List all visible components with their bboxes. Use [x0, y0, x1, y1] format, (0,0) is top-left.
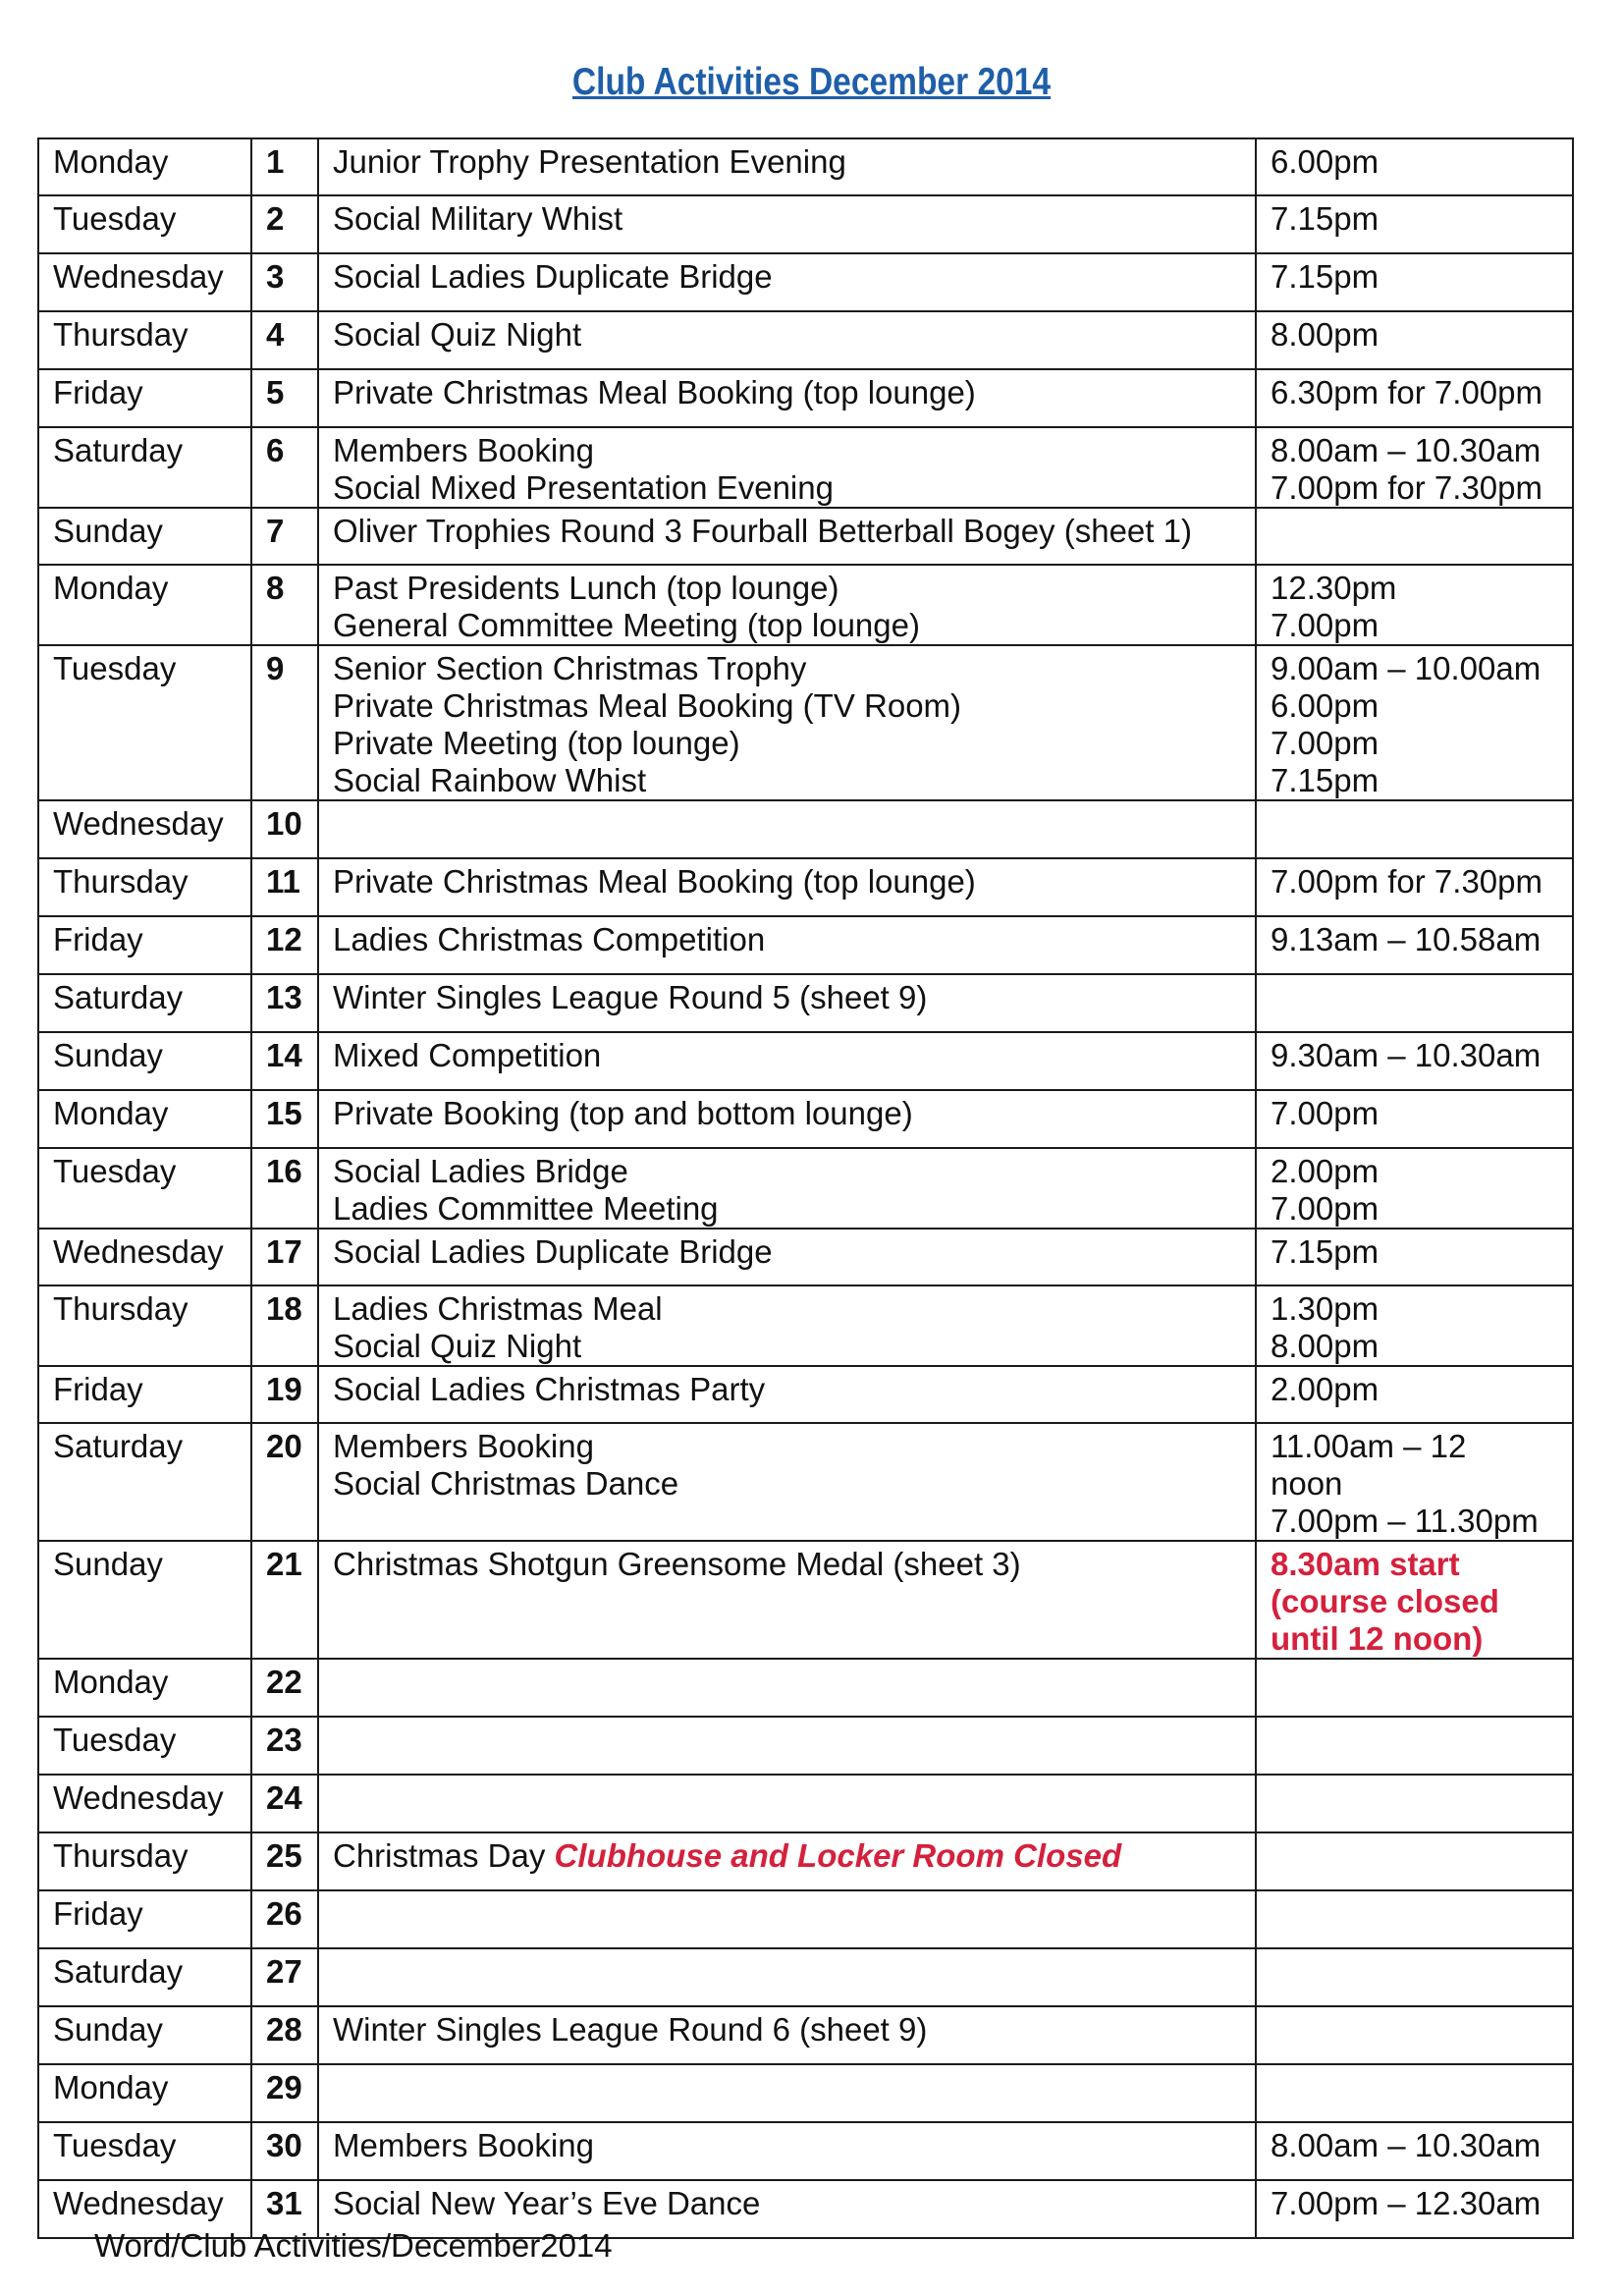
table-row — [38, 2064, 1573, 2122]
date-cell: 12 — [251, 916, 318, 974]
date-cell: 21 — [251, 1541, 318, 1659]
date-cell: 16 — [251, 1148, 318, 1229]
date-cell: 31 — [251, 2180, 318, 2238]
table-row — [38, 311, 1573, 369]
time-cell — [1256, 2180, 1573, 2238]
event-line: Winter Singles League Round 6 (sheet 9) — [333, 2011, 928, 2048]
time-cell — [1256, 2006, 1573, 2064]
time-cell — [1256, 1775, 1573, 1832]
day-cell: Sunday — [38, 508, 251, 565]
day-cell: Tuesday — [38, 645, 251, 800]
event-cell — [318, 565, 1256, 645]
event-cell — [318, 195, 1256, 253]
date-cell: 8 — [251, 565, 318, 645]
table-row — [38, 427, 1573, 508]
event-cell — [318, 253, 1256, 311]
event-line — [333, 1837, 1243, 1875]
date-cell: 20 — [251, 1423, 318, 1541]
date-cell: 6 — [251, 427, 318, 508]
date-cell: 4 — [251, 311, 318, 369]
time-line: 7.00pm — [1271, 1190, 1380, 1227]
event-line: Social Military Whist — [333, 200, 623, 237]
day-cell: Thursday — [38, 858, 251, 916]
date-cell: 9 — [251, 645, 318, 800]
event-cell — [318, 1775, 1256, 1832]
table-row — [38, 1229, 1573, 1285]
time-cell — [1256, 1032, 1573, 1090]
table-row — [38, 2006, 1573, 2064]
time-line: 7.15pm — [1271, 1233, 1380, 1270]
time-line: 1.30pm — [1271, 1290, 1380, 1327]
day-cell: Wednesday — [38, 1775, 251, 1832]
time-cell — [1256, 253, 1573, 311]
time-line: 2.00pm — [1271, 1371, 1380, 1407]
table-row — [38, 195, 1573, 253]
event-cell — [318, 1659, 1256, 1717]
event-cell — [318, 800, 1256, 858]
date-cell: 10 — [251, 800, 318, 858]
time-cell — [1256, 2064, 1573, 2122]
event-cell — [318, 427, 1256, 508]
event-cell — [318, 369, 1256, 427]
time-cell — [1256, 645, 1573, 800]
time-cell — [1256, 1948, 1573, 2006]
day-cell: Friday — [38, 916, 251, 974]
event-text: Christmas Day — [333, 1837, 555, 1874]
time-line: noon — [1271, 1465, 1343, 1502]
time-line: 8.00am – 10.30am — [1271, 432, 1542, 468]
time-cell — [1256, 1366, 1573, 1423]
table-row — [38, 1541, 1573, 1659]
date-cell: 15 — [251, 1090, 318, 1148]
time-line: 7.00pm — [1271, 607, 1380, 643]
day-cell: Tuesday — [38, 1717, 251, 1775]
date-cell: 13 — [251, 974, 318, 1032]
table-row — [38, 974, 1573, 1032]
table-row — [38, 565, 1573, 645]
day-cell: Monday — [38, 1659, 251, 1717]
time-line: 8.00pm — [1271, 1328, 1380, 1364]
time-cell — [1256, 1090, 1573, 1148]
activities-table — [37, 137, 1574, 2239]
event-cell — [318, 645, 1256, 800]
date-cell: 17 — [251, 1229, 318, 1285]
day-cell: Sunday — [38, 1541, 251, 1659]
event-line: Social Ladies Christmas Party — [333, 1371, 766, 1407]
table-row — [38, 1090, 1573, 1148]
time-line: 6.30pm for 7.00pm — [1271, 374, 1542, 410]
day-cell: Friday — [38, 1890, 251, 1948]
day-cell: Wednesday — [38, 1229, 251, 1285]
date-cell: 1 — [251, 138, 318, 195]
table-row — [38, 1948, 1573, 2006]
table-row — [38, 1423, 1573, 1541]
table-row — [38, 916, 1573, 974]
time-line: 7.00pm — [1271, 1095, 1380, 1131]
table-row — [38, 369, 1573, 427]
time-line: 9.00am – 10.00am — [1271, 650, 1542, 686]
day-cell: Saturday — [38, 427, 251, 508]
event-cell — [318, 1717, 1256, 1775]
table-row — [38, 253, 1573, 311]
event-line: Members Booking — [333, 1428, 594, 1464]
time-line: 8.00am – 10.30am — [1271, 2127, 1542, 2163]
time-cell — [1256, 195, 1573, 253]
date-cell: 26 — [251, 1890, 318, 1948]
day-cell: Monday — [38, 565, 251, 645]
date-cell: 3 — [251, 253, 318, 311]
time-cell — [1256, 1717, 1573, 1775]
event-line: Social Ladies Duplicate Bridge — [333, 1233, 773, 1270]
date-cell: 18 — [251, 1285, 318, 1366]
time-cell — [1256, 1659, 1573, 1717]
table-row — [38, 645, 1573, 800]
table-row — [38, 2122, 1573, 2180]
time-line: 8.00pm — [1271, 316, 1380, 353]
table-row — [38, 508, 1573, 565]
event-cell — [318, 916, 1256, 974]
event-line: Private Booking (top and bottom lounge) — [333, 1095, 913, 1131]
time-cell — [1256, 427, 1573, 508]
date-cell: 5 — [251, 369, 318, 427]
day-cell: Tuesday — [38, 195, 251, 253]
date-cell: 28 — [251, 2006, 318, 2064]
event-cell — [318, 1366, 1256, 1423]
time-line: 6.00pm — [1271, 143, 1380, 180]
event-cell — [318, 1890, 1256, 1948]
day-cell: Thursday — [38, 1285, 251, 1366]
date-cell: 14 — [251, 1032, 318, 1090]
time-cell — [1256, 1285, 1573, 1366]
event-line: Social Ladies Bridge — [333, 1153, 628, 1189]
date-cell: 19 — [251, 1366, 318, 1423]
day-cell: Saturday — [38, 1948, 251, 2006]
day-cell: Tuesday — [38, 2122, 251, 2180]
event-line: Private Christmas Meal Booking (top lounge) — [333, 863, 976, 900]
time-line: 6.00pm — [1271, 687, 1380, 724]
day-cell: Tuesday — [38, 1148, 251, 1229]
time-cell — [1256, 138, 1573, 195]
day-cell: Wednesday — [38, 800, 251, 858]
event-line: Social Quiz Night — [333, 316, 582, 353]
event-cell — [318, 2064, 1256, 2122]
date-cell: 25 — [251, 1832, 318, 1890]
event-cell — [318, 1423, 1256, 1541]
time-line: 11.00am – 12 — [1271, 1428, 1467, 1464]
activities-table-body — [38, 138, 1573, 2238]
time-cell — [1256, 800, 1573, 858]
event-line: Social Christmas Dance — [333, 1465, 679, 1502]
footer-path: Word/Club Activities/December2014 — [94, 2227, 613, 2264]
day-cell: Friday — [38, 369, 251, 427]
event-line: Oliver Trophies Round 3 Fourball Betterball Bogey (sheet 1) — [333, 513, 1192, 549]
closure-notice: Clubhouse and Locker Room Closed — [554, 1837, 1122, 1874]
table-row — [38, 1717, 1573, 1775]
event-cell — [318, 1229, 1256, 1285]
event-line: Social Ladies Duplicate Bridge — [333, 258, 773, 295]
table-row — [38, 1285, 1573, 1366]
event-cell — [318, 1948, 1256, 2006]
event-line: Ladies Christmas Competition — [333, 921, 766, 957]
day-cell: Friday — [38, 1366, 251, 1423]
event-cell — [318, 2122, 1256, 2180]
table-row — [38, 1775, 1573, 1832]
day-cell: Saturday — [38, 1423, 251, 1541]
time-highlight-line: until 12 noon) — [1271, 1620, 1484, 1657]
table-row — [38, 1032, 1573, 1090]
event-line: Members Booking — [333, 432, 594, 468]
event-cell — [318, 974, 1256, 1032]
time-cell — [1256, 508, 1573, 565]
day-cell: Sunday — [38, 2006, 251, 2064]
table-row — [38, 1366, 1573, 1423]
event-cell — [318, 858, 1256, 916]
day-cell: Saturday — [38, 974, 251, 1032]
time-line: 9.13am – 10.58am — [1271, 921, 1542, 957]
time-line: 7.00pm – 11.30pm — [1271, 1503, 1539, 1539]
table-row — [38, 858, 1573, 916]
event-line: Ladies Christmas Meal — [333, 1290, 663, 1327]
event-line: Ladies Committee Meeting — [333, 1190, 719, 1227]
table-row — [38, 1890, 1573, 1948]
date-cell: 27 — [251, 1948, 318, 2006]
time-highlight-line: (course closed — [1271, 1583, 1499, 1619]
event-cell — [318, 2006, 1256, 2064]
time-cell — [1256, 1148, 1573, 1229]
date-cell: 23 — [251, 1717, 318, 1775]
event-line: Private Christmas Meal Booking (top lounge) — [333, 374, 976, 410]
time-cell — [1256, 2122, 1573, 2180]
day-cell: Sunday — [38, 1032, 251, 1090]
date-cell: 29 — [251, 2064, 318, 2122]
time-cell — [1256, 916, 1573, 974]
event-line: Christmas Shotgun Greensome Medal (sheet 3) — [333, 1546, 1021, 1582]
event-cell — [318, 1285, 1256, 1366]
date-cell: 11 — [251, 858, 318, 916]
date-cell: 24 — [251, 1775, 318, 1832]
date-cell: 2 — [251, 195, 318, 253]
event-cell — [318, 311, 1256, 369]
event-line: Members Booking — [333, 2127, 594, 2163]
time-cell — [1256, 311, 1573, 369]
time-cell — [1256, 565, 1573, 645]
event-line: Private Meeting (top lounge) — [333, 725, 740, 761]
event-cell — [318, 1090, 1256, 1148]
event-cell — [318, 1148, 1256, 1229]
event-line: Social Rainbow Whist — [333, 762, 647, 798]
event-line: Social Quiz Night — [333, 1328, 582, 1364]
time-line: 7.15pm — [1271, 258, 1380, 295]
event-line: Senior Section Christmas Trophy — [333, 650, 807, 686]
event-cell — [318, 508, 1256, 565]
event-cell — [318, 1032, 1256, 1090]
table-row — [38, 138, 1573, 195]
event-line: Social Mixed Presentation Evening — [333, 469, 834, 506]
time-line: 7.15pm — [1271, 762, 1380, 798]
time-highlight-line: 8.30am start — [1271, 1546, 1460, 1582]
event-line: Mixed Competition — [333, 1037, 602, 1073]
day-cell: Thursday — [38, 1832, 251, 1890]
event-line: Past Presidents Lunch (top lounge) — [333, 570, 839, 606]
day-cell: Monday — [38, 2064, 251, 2122]
page-title: Club Activities December 2014 — [571, 61, 1052, 103]
date-cell: 7 — [251, 508, 318, 565]
table-row — [38, 1832, 1573, 1890]
time-cell — [1256, 369, 1573, 427]
table-row — [38, 800, 1573, 858]
time-line: 7.00pm for 7.30pm — [1271, 469, 1542, 506]
time-cell — [1256, 1423, 1573, 1541]
time-cell — [1256, 1890, 1573, 1948]
event-line: Social New Year’s Eve Dance — [333, 2185, 761, 2221]
event-line: Winter Singles League Round 5 (sheet 9) — [333, 979, 928, 1015]
table-row — [38, 1148, 1573, 1229]
event-line: Private Christmas Meal Booking (TV Room) — [333, 687, 962, 724]
day-cell: Wednesday — [38, 253, 251, 311]
event-cell — [318, 1541, 1256, 1659]
date-cell: 30 — [251, 2122, 318, 2180]
day-cell: Wednesday — [38, 2180, 251, 2238]
time-cell — [1256, 1541, 1573, 1659]
time-line: 9.30am – 10.30am — [1271, 1037, 1542, 1073]
time-line: 2.00pm — [1271, 1153, 1380, 1189]
time-line: 7.15pm — [1271, 200, 1380, 237]
time-cell — [1256, 1832, 1573, 1890]
time-line: 7.00pm — [1271, 725, 1380, 761]
event-line: General Committee Meeting (top lounge) — [333, 607, 920, 643]
time-line: 7.00pm for 7.30pm — [1271, 863, 1542, 900]
event-cell — [318, 1832, 1256, 1890]
event-cell — [318, 138, 1256, 195]
table-row — [38, 1659, 1573, 1717]
time-cell — [1256, 974, 1573, 1032]
time-line: 12.30pm — [1271, 570, 1397, 606]
time-cell — [1256, 1229, 1573, 1285]
day-cell: Monday — [38, 1090, 251, 1148]
time-line: 7.00pm – 12.30am — [1271, 2185, 1542, 2221]
time-cell — [1256, 858, 1573, 916]
date-cell: 22 — [251, 1659, 318, 1717]
day-cell: Thursday — [38, 311, 251, 369]
day-cell: Monday — [38, 138, 251, 195]
event-line: Junior Trophy Presentation Evening — [333, 143, 846, 180]
